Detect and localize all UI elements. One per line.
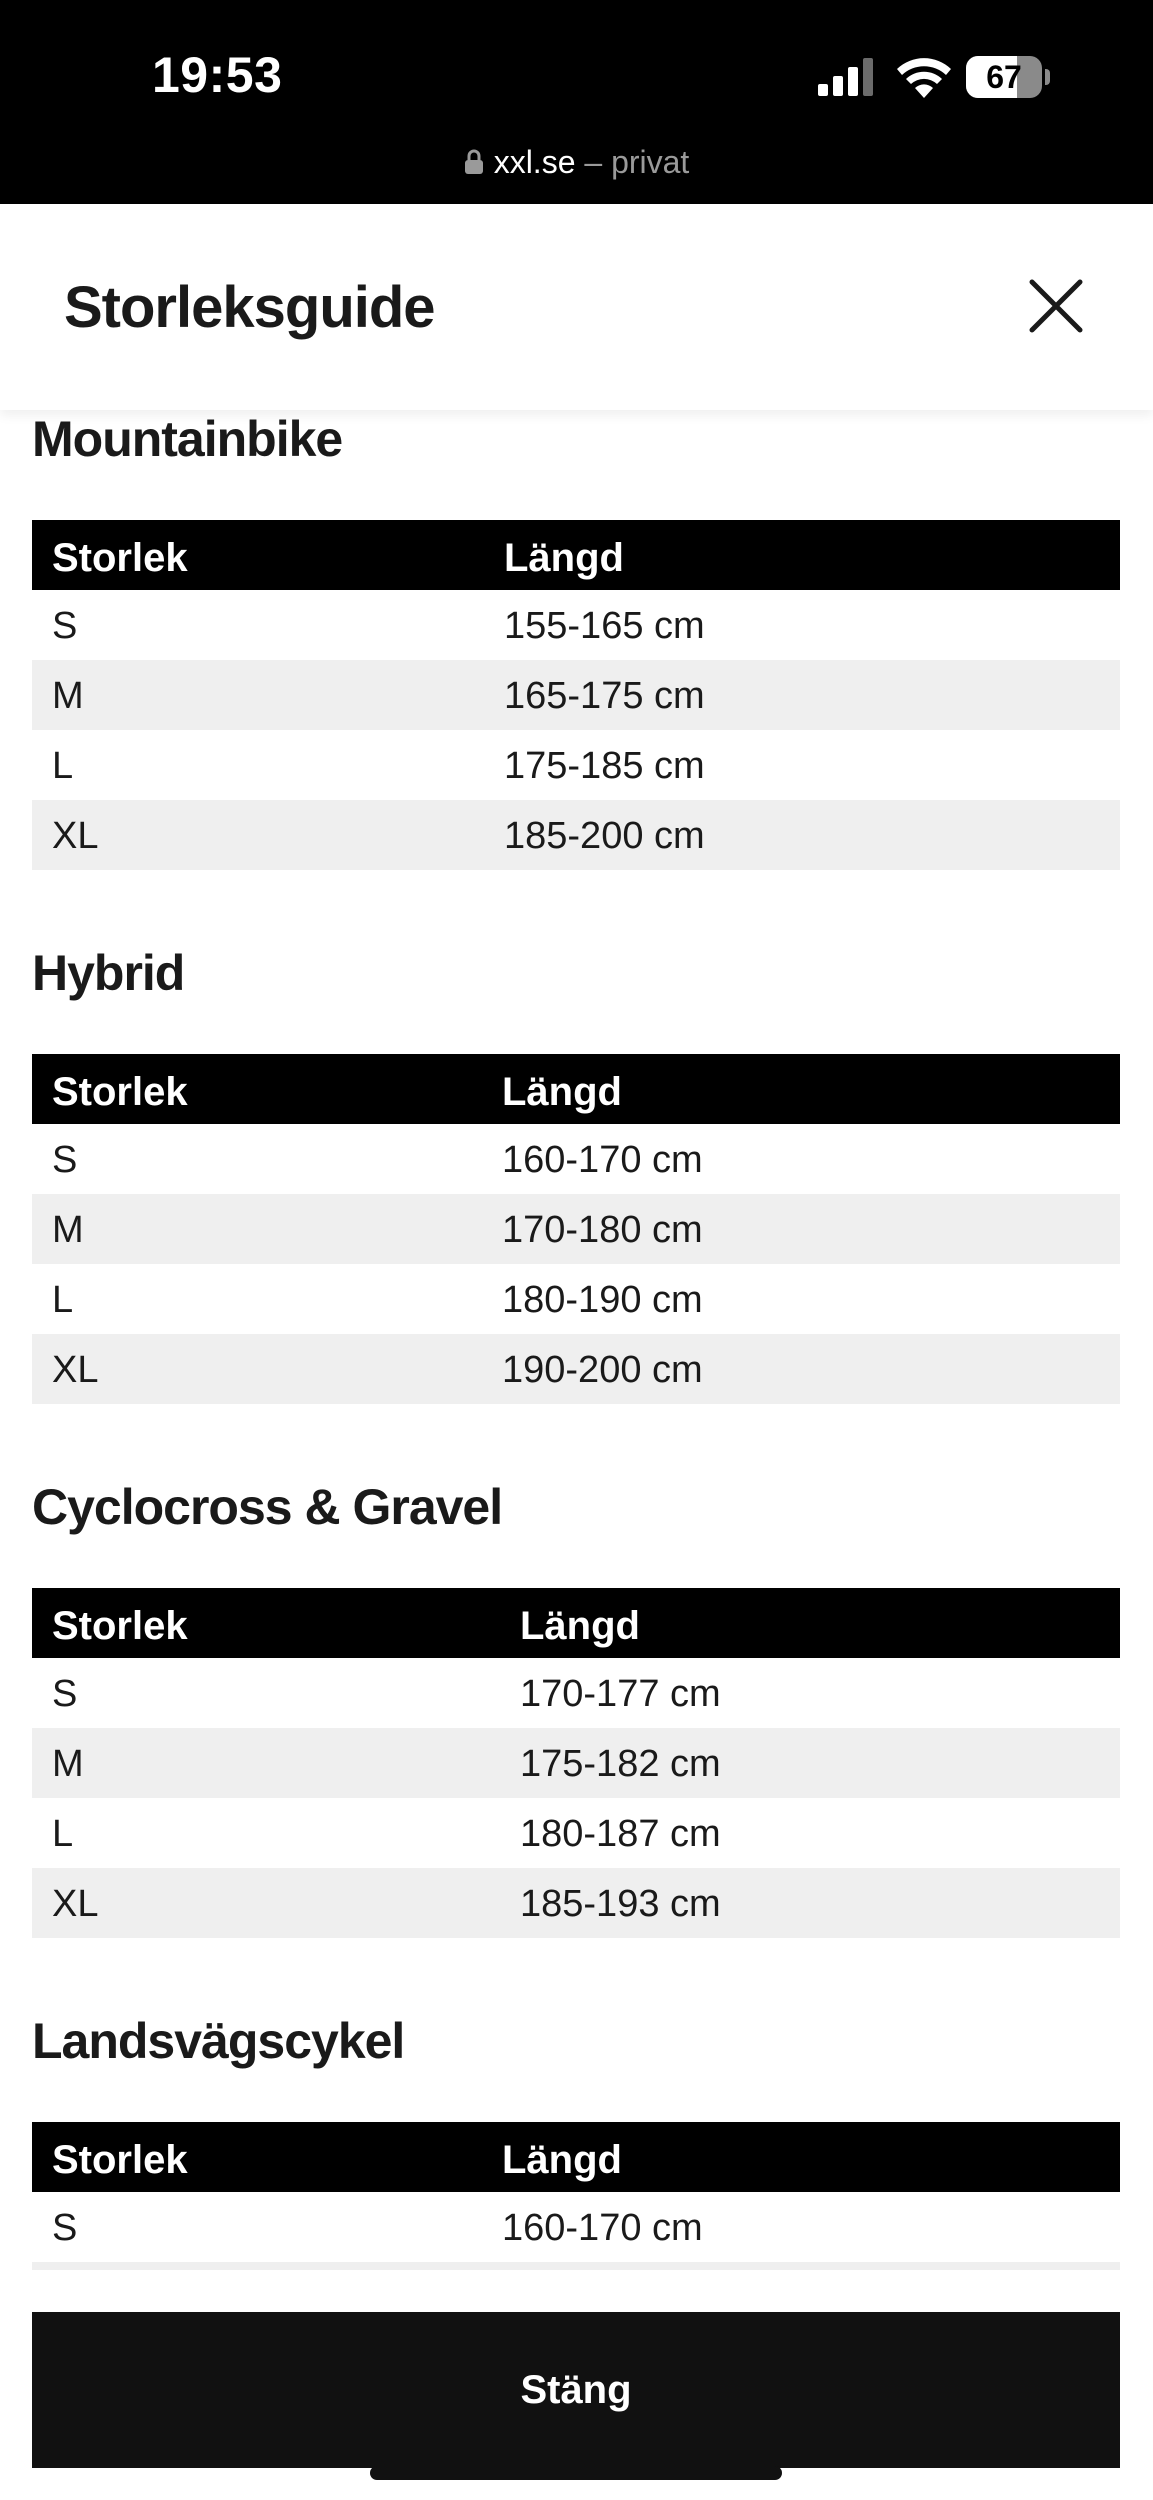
length-cell: 165-175 cm	[504, 675, 705, 717]
table-row	[32, 1264, 1120, 1334]
size-cell: L	[52, 745, 74, 787]
size-table-hybrid	[32, 1054, 1120, 1404]
url-domain: xxl.se	[493, 144, 576, 180]
column-header-length: Längd	[502, 2138, 622, 2182]
column-header-length: Längd	[504, 536, 624, 580]
page-title: Storleksguide	[64, 275, 435, 340]
length-cell: 180-190 cm	[502, 1279, 703, 1321]
url-bar[interactable]	[0, 140, 1153, 184]
column-header-size: Storlek	[52, 536, 188, 580]
table-row	[32, 1868, 1120, 1938]
status-bar	[0, 0, 1153, 204]
size-cell: M	[52, 1743, 84, 1785]
column-header-length: Längd	[520, 1604, 640, 1648]
close-icon	[1020, 270, 1092, 342]
table-row	[32, 2192, 1120, 2262]
size-cell: XL	[52, 1349, 99, 1391]
table-row	[32, 1658, 1120, 1728]
size-cell: S	[52, 1139, 78, 1181]
home-indicator	[370, 2466, 782, 2480]
length-cell: 155-165 cm	[504, 605, 705, 647]
table-header	[32, 2122, 1120, 2192]
length-cell: 160-170 cm	[502, 1139, 703, 1181]
table-row	[32, 660, 1120, 730]
column-header-size: Storlek	[52, 2138, 188, 2182]
table-header	[32, 1054, 1120, 1124]
length-cell: 160-170 cm	[502, 2207, 703, 2249]
browsing-mode-label: privat	[611, 144, 690, 180]
table-row	[32, 1798, 1120, 1868]
length-cell: 170-177 cm	[520, 1673, 721, 1715]
length-cell: 170-180 cm	[502, 1209, 703, 1251]
size-cell: L	[52, 1279, 74, 1321]
length-cell: 185-193 cm	[520, 1883, 721, 1925]
section-title-hybrid: Hybrid	[32, 945, 185, 1001]
length-cell: 180-187 cm	[520, 1813, 721, 1855]
table-row	[32, 1728, 1120, 1798]
table-header	[32, 1588, 1120, 1658]
table-row	[32, 800, 1120, 870]
url-separator: –	[575, 144, 612, 180]
size-cell: XL	[52, 1883, 99, 1925]
size-cell: L	[52, 1813, 74, 1855]
size-table-cyclocross-gravel	[32, 1588, 1120, 1938]
wifi-icon	[896, 54, 952, 98]
table-row	[32, 590, 1120, 660]
length-cell: 190-200 cm	[502, 1349, 703, 1391]
close-button[interactable]	[1020, 270, 1092, 342]
table-row	[32, 1194, 1120, 1264]
length-cell: 175-185 cm	[504, 745, 705, 787]
size-cell: S	[52, 1673, 78, 1715]
size-guide-content[interactable]	[0, 410, 1153, 2270]
modal-header	[0, 204, 1153, 410]
table-row	[32, 730, 1120, 800]
column-header-size: Storlek	[52, 1070, 188, 1114]
size-table-mountainbike	[32, 520, 1120, 870]
table-row	[32, 1124, 1120, 1194]
battery-icon	[966, 56, 1050, 98]
size-cell: M	[52, 675, 84, 717]
size-cell: S	[52, 605, 78, 647]
section-title-mountainbike: Mountainbike	[32, 411, 343, 467]
length-cell: 185-200 cm	[504, 815, 705, 857]
table-row	[32, 1334, 1120, 1404]
size-cell: M	[52, 1209, 84, 1251]
size-cell: S	[52, 2207, 78, 2249]
column-header-length: Längd	[502, 1070, 622, 1114]
clock: 19:53	[152, 47, 283, 103]
section-title-landsvagscykel: Landsvägscykel	[32, 2013, 405, 2069]
size-cell: XL	[52, 815, 99, 857]
cellular-signal-icon	[818, 58, 876, 96]
lock-icon	[464, 149, 484, 175]
section-title-cyclocross-gravel: Cyclocross & Gravel	[32, 1479, 503, 1535]
table-row-partial	[32, 2262, 1120, 2270]
length-cell: 175-182 cm	[520, 1743, 721, 1785]
battery-percentage: 67	[986, 59, 1022, 95]
size-table-landsvagscykel	[32, 2122, 1120, 2270]
column-header-size: Storlek	[52, 1604, 188, 1648]
table-header	[32, 520, 1120, 590]
close-guide-button[interactable]: Stäng	[32, 2312, 1120, 2468]
